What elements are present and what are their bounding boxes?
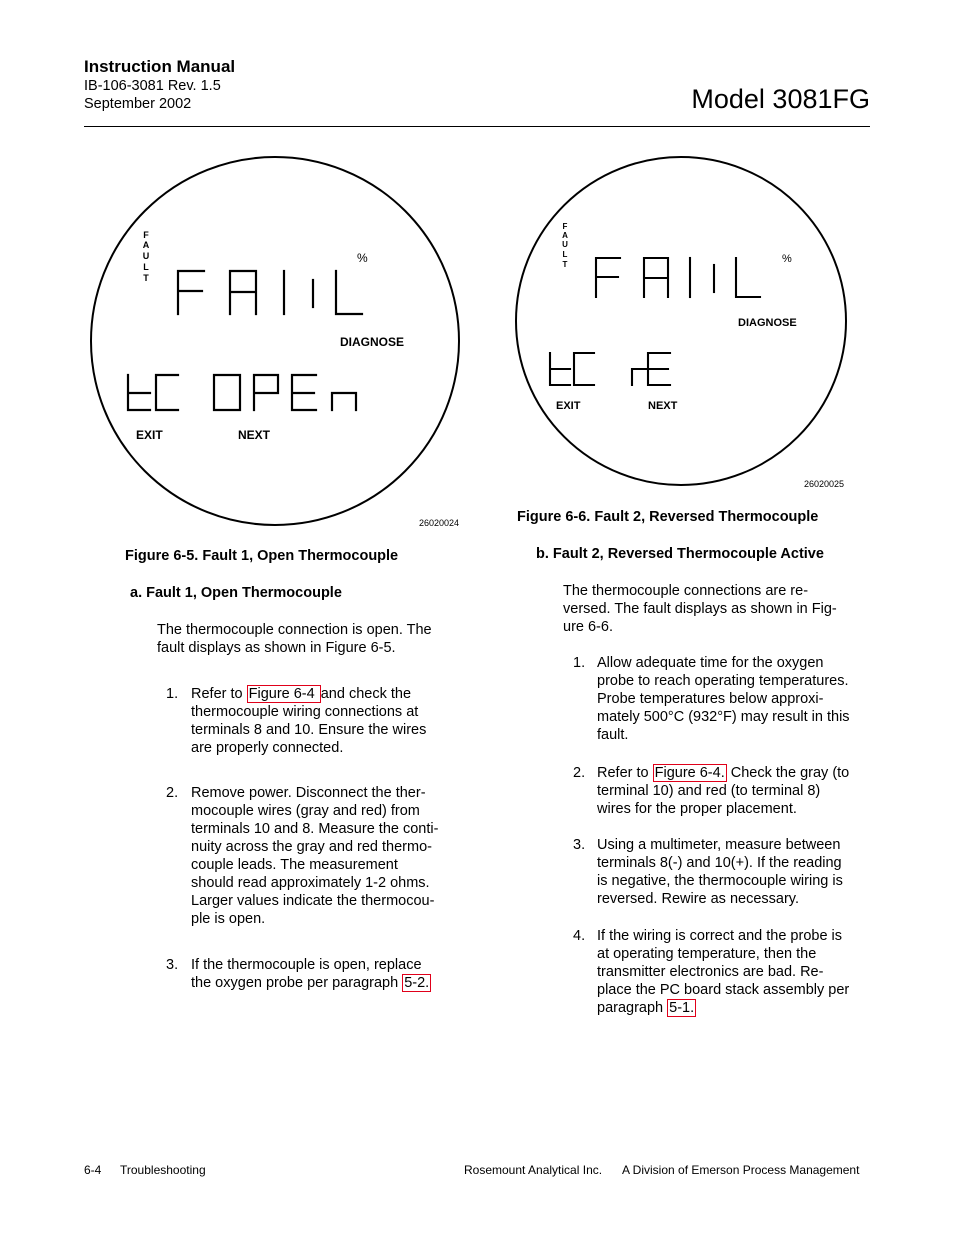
item-number: 1.	[166, 686, 179, 702]
text-line: versed. The fault displays as shown in Fig-	[563, 601, 837, 617]
item-number: 2.	[573, 765, 586, 781]
footer-page-number: 6-4	[84, 1163, 102, 1177]
text-line: ple is open.	[191, 911, 266, 927]
model-name: Model 3081FG	[691, 84, 870, 114]
text-line: probe to reach operating temperatures.	[597, 673, 849, 689]
document-date: September 2002	[84, 96, 192, 112]
figure-6-4-link[interactable]: Figure 6-4	[248, 686, 319, 702]
text-line: ure 6-6.	[563, 619, 613, 635]
text-line: Allow adequate time for the oxygen	[597, 655, 824, 671]
fault-letter: T	[562, 260, 568, 269]
text-line: The thermocouple connection is open. The	[157, 622, 432, 638]
tc-open-segment-text	[128, 375, 356, 410]
fault-letter: U	[562, 240, 568, 249]
section-b-heading: b. Fault 2, Reversed Thermocouple Active	[536, 546, 824, 562]
text-line	[597, 764, 849, 782]
footer-section: Troubleshooting	[120, 1163, 206, 1177]
next-label: NEXT	[648, 400, 678, 412]
figure-6-4-link[interactable]: Figure 6-4.	[654, 765, 725, 781]
text-line	[191, 974, 431, 992]
text-segment: Refer to	[597, 765, 653, 781]
diagnose-label: DIAGNOSE	[738, 317, 797, 329]
text-line: The thermocouple connections are re-	[563, 583, 809, 599]
figure-6-5-number: 26020024	[419, 518, 460, 528]
paragraph-5-1-link[interactable]: 5-1.	[669, 1000, 695, 1016]
text-line: Larger values indicate the thermocou-	[191, 893, 435, 909]
text-line: are properly connected.	[191, 740, 344, 756]
manual-title: Instruction Manual	[84, 57, 236, 76]
paragraph-5-2-link[interactable]: 5-2.	[404, 975, 430, 991]
text-line: transmitter electronics are bad. Re-	[597, 964, 824, 980]
section-a-item-2	[191, 784, 438, 928]
text-line: fault displays as shown in Figure 6-5.	[157, 640, 396, 656]
item-number: 3.	[166, 957, 179, 973]
fail-segment-text	[596, 258, 760, 297]
header-rule	[84, 126, 870, 127]
item-number: 1.	[573, 655, 586, 671]
text-line: terminals 10 and 8. Measure the conti-	[191, 821, 439, 837]
footer-division: A Division of Emerson Process Management	[622, 1163, 860, 1177]
text-line: couple leads. The measurement	[191, 857, 398, 873]
diagnose-label: DIAGNOSE	[340, 335, 405, 349]
item-number: 4.	[573, 928, 586, 944]
text-line	[191, 685, 426, 703]
text-line: Remove power. Disconnect the ther-	[191, 785, 426, 801]
next-label: NEXT	[238, 428, 271, 442]
text-line	[597, 999, 849, 1017]
text-line: terminals 8(-) and 10(+). If the reading	[597, 855, 842, 871]
text-line: should read approximately 1-2 ohms.	[191, 875, 430, 891]
figure-6-5-display	[84, 150, 474, 535]
text-line: terminals 8 and 10. Ensure the wires	[191, 722, 427, 738]
tc-re-segment-text	[550, 353, 670, 385]
text-line: Using a multimeter, measure between	[597, 837, 841, 853]
text-segment: Refer to	[191, 686, 247, 702]
text-line: Probe temperatures below approxi-	[597, 691, 824, 707]
exit-label: EXIT	[556, 400, 581, 412]
text-line: thermocouple wiring connections at	[191, 704, 419, 720]
section-b-item-2	[597, 764, 849, 818]
figure-6-5-caption: Figure 6-5. Fault 1, Open Thermocouple	[125, 548, 399, 564]
text-line: reversed. Rewire as necessary.	[597, 891, 800, 907]
text-line: is negative, the thermocouple wiring is	[597, 873, 843, 889]
section-b-item-3	[597, 836, 843, 908]
text-segment: Check the gray (to	[726, 765, 850, 781]
fault-letter: A	[562, 231, 568, 240]
fault-letter: L	[562, 250, 568, 259]
text-line: wires for the proper placement.	[597, 801, 797, 817]
footer-company: Rosemount Analytical Inc.	[464, 1163, 603, 1177]
fault-letter: L	[143, 262, 149, 272]
fault-letter: T	[143, 273, 149, 283]
text-line: place the PC board stack assembly per	[597, 982, 850, 998]
section-a-item-1	[191, 685, 426, 757]
text-segment: paragraph	[597, 1000, 668, 1016]
exit-label: EXIT	[136, 428, 163, 442]
fail-segment-text	[178, 271, 362, 314]
fault-letter: U	[142, 251, 150, 261]
text-line: mately 500°C (932°F) may result in this	[597, 709, 850, 725]
section-b-intro	[563, 582, 837, 636]
text-segment: the oxygen probe per paragraph	[191, 975, 403, 991]
fault-letter: A	[142, 240, 150, 250]
text-line: mocouple wires (gray and red) from	[191, 803, 420, 819]
percent-symbol: %	[782, 253, 792, 265]
section-a-heading: a. Fault 1, Open Thermocouple	[130, 585, 342, 601]
section-a-item-3	[191, 956, 431, 992]
figure-6-6-caption: Figure 6-6. Fault 2, Reversed Thermocouple	[517, 509, 819, 525]
text-line: If the thermocouple is open, replace	[191, 957, 422, 973]
fault-letter: F	[143, 230, 149, 240]
document-number: IB-106-3081 Rev. 1.5	[84, 78, 221, 94]
figure-6-6-display	[510, 150, 855, 495]
text-line: at operating temperature, then the	[597, 946, 817, 962]
text-segment: and check the	[320, 686, 412, 702]
text-line: fault.	[597, 727, 629, 743]
section-b-item-4	[597, 927, 849, 1017]
text-line: If the wiring is correct and the probe is	[597, 928, 843, 944]
item-number: 3.	[573, 837, 586, 853]
section-b-item-1	[597, 654, 850, 744]
text-line: nuity across the gray and red thermo-	[191, 839, 432, 855]
item-number: 2.	[166, 785, 179, 801]
fault-letter: F	[562, 222, 568, 231]
percent-symbol: %	[357, 251, 368, 265]
section-a-intro	[157, 621, 432, 657]
figure-6-6-number: 26020025	[804, 479, 845, 489]
text-line: terminal 10) and red (to terminal 8)	[597, 783, 821, 799]
